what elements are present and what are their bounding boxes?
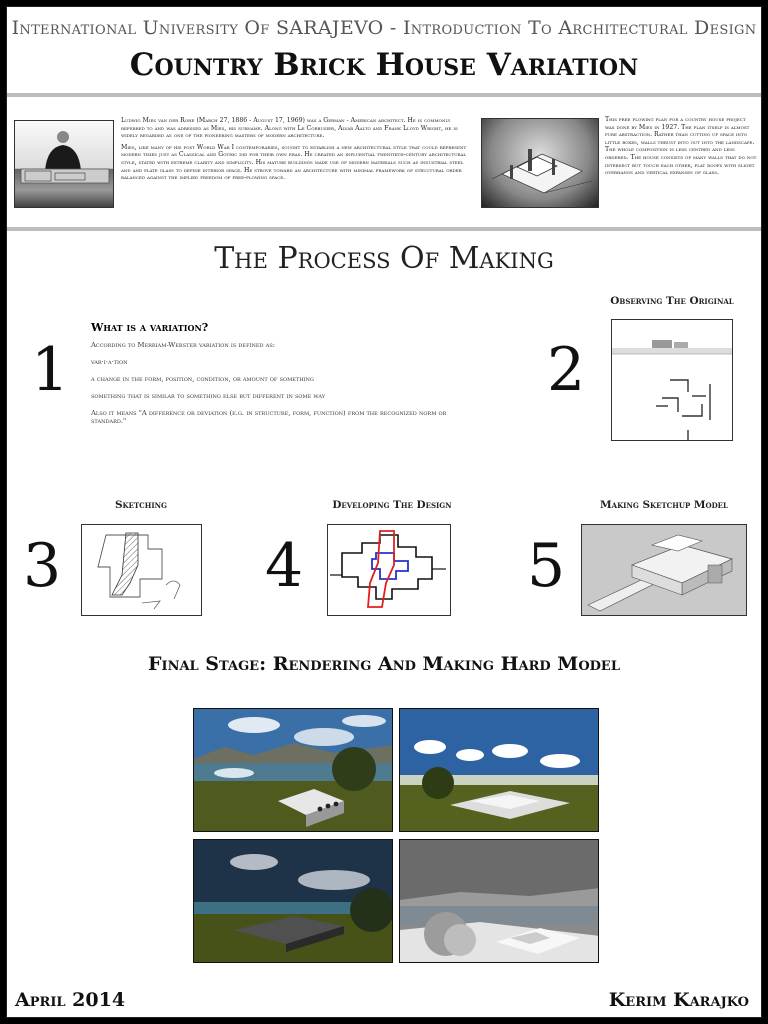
render-image: [399, 708, 599, 832]
house-model-icon: [482, 119, 599, 208]
definition-line: Also it means "A difference or deviation (e.g. in structure, form, function) from the recognized norm or standard.": [91, 409, 447, 425]
divider-middle: [7, 227, 761, 231]
definition-line: According to Merriam-Webster variation is defined as:: [91, 341, 276, 349]
poster-date: April 2014: [15, 989, 126, 1011]
render-scene-icon: [194, 709, 393, 832]
step-2-caption: Observing The Original: [610, 295, 734, 307]
step-4-caption: Developing The Design: [332, 499, 452, 511]
plan-description: This free flowing plan for a country house project was done by Mies in 1927. The plan itself is almost pure abstraction. Rather than cutting up space into little boxes, walls thrust into out into the landscape. The whole composition is less centred and less ordered. The house consists of many walls that do not intersect but touch each other, flat roofs with slight overhangs and vertical expanses of glass.: [605, 116, 757, 177]
render-image: [399, 839, 599, 963]
original-house-model-photo: [481, 118, 599, 208]
step-3-number: 3: [23, 531, 62, 601]
sketchup-model-image: [581, 524, 747, 616]
bio-paragraph-2: Mies, like many of his post World War I contemporaries, sought to establish a new architectural style that could represent modern times just as Classical and Gothic did for their own eras. He created an influential twentieth-century architectural style, stated with extreme clarity and simplicity. His mature buildings made use of modern materials such as industrial steel and and plate glass to define interior space. He strove toward an architecture with minimal framework of structural order balanced against the implied freedom of free-flowing space.: [121, 143, 467, 182]
poster-title: Country Brick House Variation: [129, 47, 639, 83]
process-title: The Process Of Making: [214, 241, 554, 276]
architect-bio: [121, 117, 471, 211]
architect-figure-icon: [15, 121, 114, 208]
sketchup-model-icon: [582, 525, 747, 616]
poster-author: Kerim Karajko: [608, 989, 749, 1011]
render-image: [193, 708, 393, 832]
architect-photo: [14, 120, 114, 208]
university-title: International University Of SARAJEVO - Introduction To Architectural Design: [11, 17, 757, 39]
divider-top: [7, 93, 761, 97]
render-scene-icon: [400, 840, 599, 963]
design-development-drawing: [327, 524, 451, 616]
final-stage-title: Final Stage: Rendering And Making Hard Model: [148, 653, 620, 675]
definition-line: something that is similar to something else but different in some way: [91, 392, 326, 400]
render-scene-icon: [400, 709, 599, 832]
definition-line: var·i·a·tion: [91, 358, 128, 366]
step-4-number: 4: [265, 531, 304, 601]
definition-line: a change in the form, position, condition, or amount of something: [91, 375, 314, 383]
step-1-number: 1: [31, 335, 70, 405]
variation-definition: [91, 341, 481, 434]
variation-heading: What is a variation?: [91, 321, 209, 334]
sketch-drawing: [81, 524, 202, 616]
step-2-number: 2: [547, 335, 586, 405]
sketch-icon: [82, 525, 202, 616]
step-5-caption: Making Sketchup Model: [600, 499, 728, 511]
bio-paragraph-1: Ludwig Mies van der Rohe (March 27, 1886 - August 17, 1969) was a German - American architect. He is commonly referred to and was adressed as Mies, his surname. Along with Le Corbusier, Alvar Aalto and Frank Lloyd Wright, he is widely regarded as one of the pioneering masters of modern architecture.: [121, 117, 458, 140]
floor-plan-icon: [612, 320, 733, 441]
render-image: [193, 839, 393, 963]
step-5-number: 5: [527, 531, 566, 601]
original-plan-drawing: [611, 319, 733, 441]
render-scene-icon: [194, 840, 393, 963]
step-3-caption: Sketching: [114, 499, 168, 511]
design-plan-icon: [328, 525, 451, 616]
poster-sheet: [6, 6, 762, 1018]
